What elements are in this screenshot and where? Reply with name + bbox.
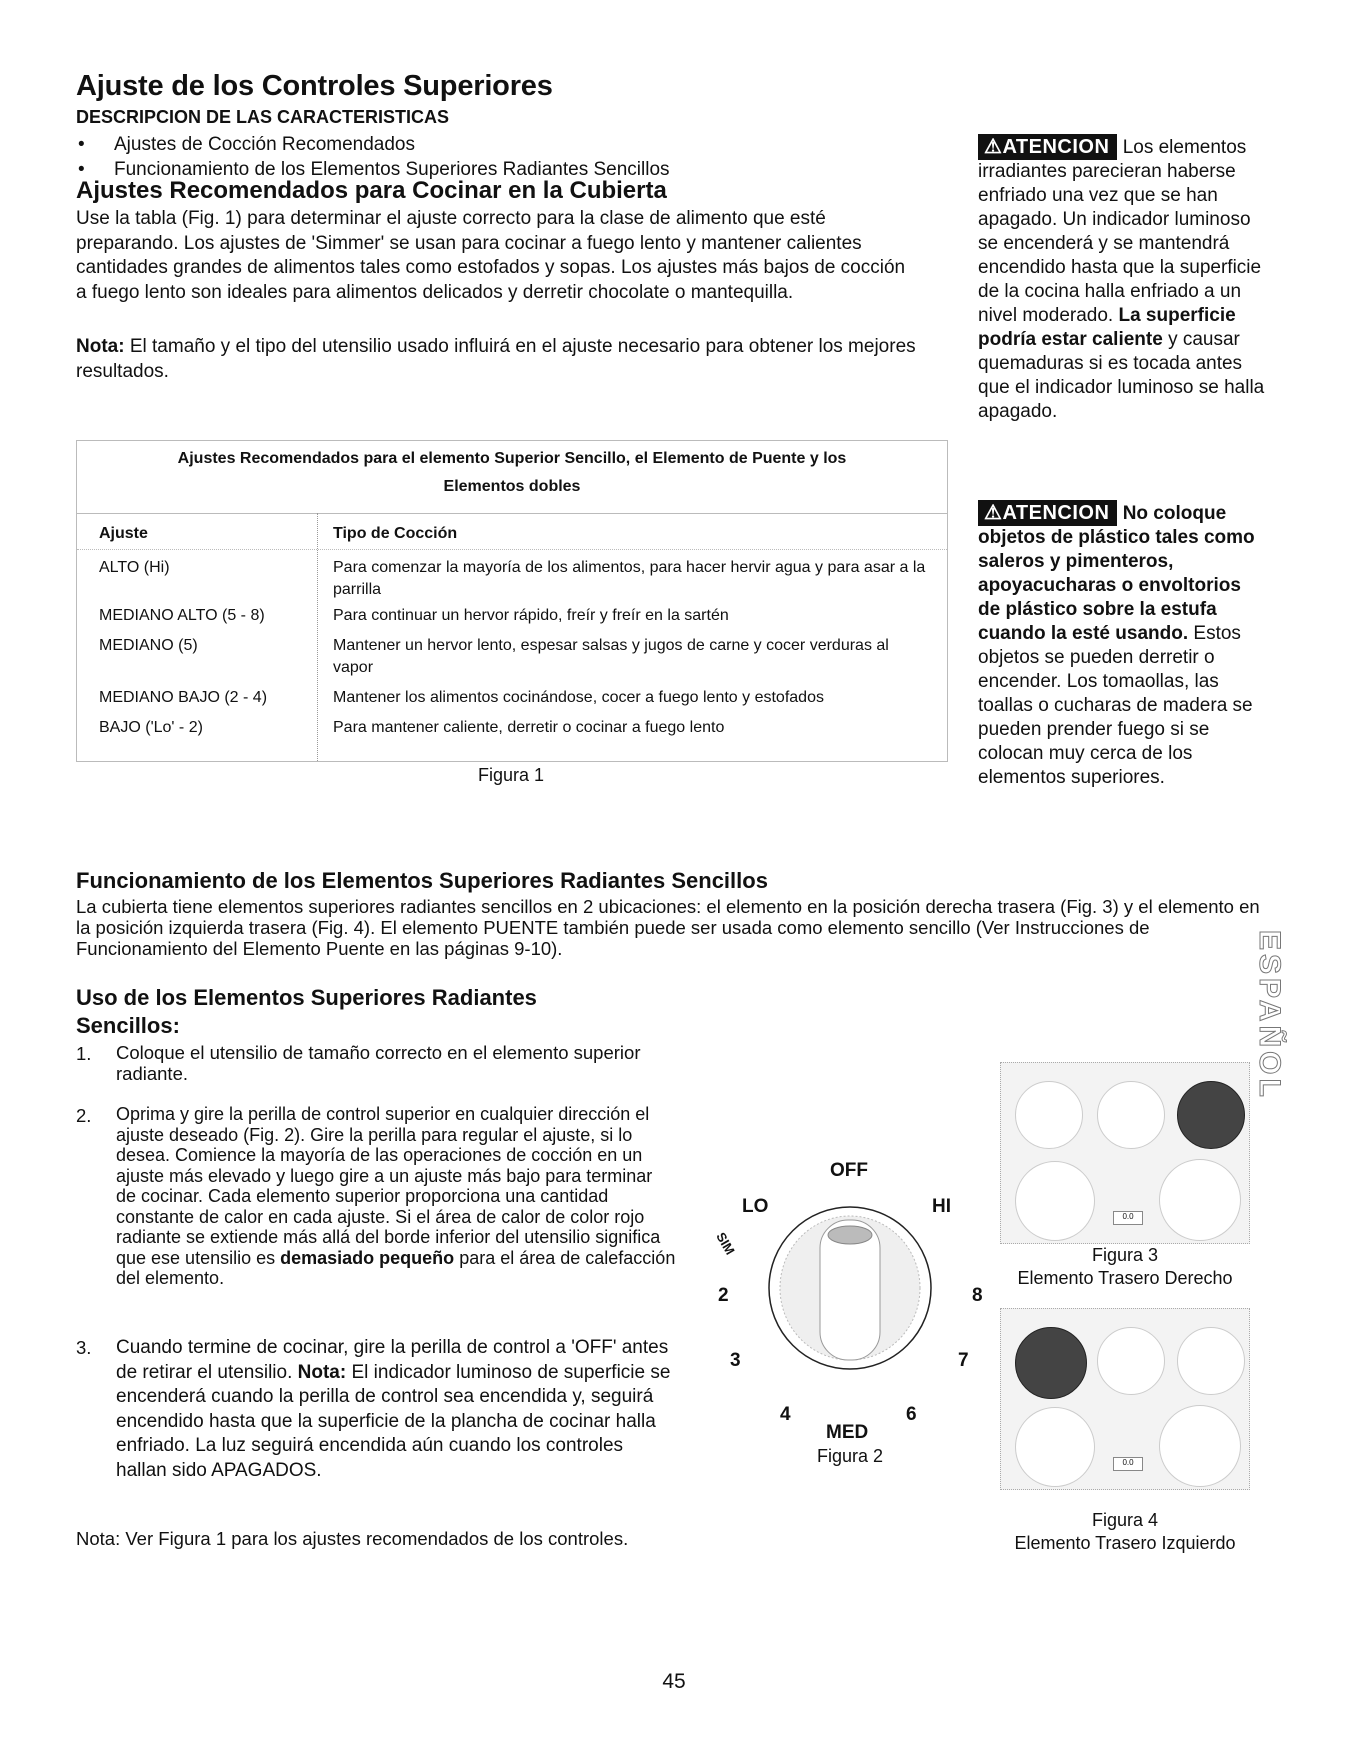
table-cell-setting: MEDIANO (5) (99, 637, 198, 654)
knob-sim-label: SIM (713, 1229, 738, 1258)
figure-2-knob (700, 1150, 990, 1480)
figure-4-cooktop (1000, 1308, 1250, 1490)
table-divider (77, 513, 947, 514)
operation-heading: Funcionamiento de los Elementos Superiores Radiantes Sencillos (76, 868, 768, 893)
warning-triangle-icon: ⚠ (984, 136, 1003, 158)
step-1-number: 1. (76, 1043, 92, 1064)
warning-tail: y causar quemaduras si es tocada antes que el indicador luminoso se halla apagado. (978, 329, 1265, 422)
warning-tail: Estos objetos se pueden derretir o encender. Los tomaollas, las toallas o cucharas de madera se pueden prender fuego si se colocan muy cerca de los elementos superiores. (978, 623, 1253, 788)
step-2-bold: demasiado pequeño (280, 1247, 455, 1268)
burner-icon (1177, 1327, 1245, 1395)
table-header-setting: Ajuste (99, 525, 148, 542)
recommended-paragraph: Use la tabla (Fig. 1) para determinar el ajuste correcto para la clase de alimento que esté preparando. Los ajustes de 'Simmer' se usan para cocinar a fuego lento y mantener calientes cantidades grandes de alimentos tales como estofados y sopas. Los ajustes más bajos de cocción a fuego lento son ideales para alimentos delicados y derretir chocolate o mantequilla. (76, 208, 906, 303)
indicator-icon: 0.0 (1113, 1211, 1143, 1225)
usage-note: Nota: Ver Figura 1 para los ajustes recomendados de los controles. (76, 1528, 629, 1549)
knob-mark-8: 8 (972, 1285, 983, 1306)
warning-badge: ⚠ATENCION (978, 500, 1117, 526)
table-cell-setting: BAJO ('Lo' - 2) (99, 719, 203, 736)
table-cell-type: Para mantener caliente, derretir o cocinar a fuego lento (333, 719, 725, 736)
active-burner-icon (1177, 1081, 1245, 1149)
step-3-number: 3. (76, 1337, 92, 1358)
figure-4-caption: Figura 4 (1091, 1510, 1159, 1530)
warning-badge: ⚠ATENCION (978, 134, 1117, 160)
knob-mark-3: 3 (730, 1350, 741, 1371)
warning-text: elementos irradiantes parecieran haberse enfriado una vez que se han apagado. Un indicador luminoso se encenderá y se mantendrá encendido hasta que la superficie de la cocina halla enfriado a un nivel moderado. (978, 137, 1262, 326)
table-title: Ajustes Recomendados para el elemento Superior Sencillo, el Elemento de Puente y los Elementos dobles (177, 450, 847, 495)
settings-table (76, 440, 948, 762)
knob-hi-label: HI (932, 1196, 951, 1217)
table-cell-type: Para comenzar la mayoría de los alimentos, para hacer hervir agua y para asar a la parrilla (333, 559, 926, 598)
feature-item: • Ajustes de Cocción Recomendados (76, 132, 670, 157)
usage-heading-line1: Uso de los Elementos Superiores Radiantes (76, 985, 537, 1010)
table-cell-setting: MEDIANO ALTO (5 - 8) (99, 607, 265, 624)
figure-1-caption: Figura 1 (477, 765, 545, 785)
warning-bold: La superficie podría estar caliente (978, 305, 1236, 350)
recommended-heading: Ajustes Recomendados para Cocinar en la Cubierta (76, 177, 667, 204)
active-burner-icon (1015, 1327, 1087, 1399)
table-cell-setting: MEDIANO BAJO (2 - 4) (99, 689, 268, 706)
knob-mark-6: 6 (906, 1404, 917, 1425)
warning-lead: Los (1122, 137, 1154, 158)
warning-bold: objetos de plástico tales como saleros y pimenteros, apoyacucharas o envoltorios de plástico sobre la estufa cuando la esté usando. (978, 527, 1255, 644)
knob-off-label: OFF (830, 1160, 868, 1181)
burner-icon (1097, 1081, 1165, 1149)
table-cell-setting: ALTO (Hi) (99, 559, 170, 576)
knob-mark-7: 7 (958, 1350, 969, 1371)
step-1-text: Coloque el utensilio de tamaño correcto en el elemento superior radiante. (116, 1042, 641, 1084)
figure-4-subcaption: Elemento Trasero Izquierdo (1014, 1533, 1236, 1553)
burner-icon (1015, 1407, 1095, 1487)
table-header-type: Tipo de Cocción (333, 525, 458, 542)
figure-3-caption: Figura 3 (1091, 1245, 1159, 1265)
burner-icon (1097, 1327, 1165, 1395)
note-label: Nota: (76, 336, 125, 357)
warning-triangle-icon: ⚠ (984, 502, 1003, 524)
page-title: Ajuste de los Controles Superiores (76, 70, 553, 102)
figure-3-cooktop (1000, 1062, 1250, 1244)
figure-3-subcaption: Elemento Trasero Derecho (1017, 1268, 1233, 1288)
usage-heading (76, 984, 537, 1040)
section-subtitle: DESCRIPCION DE LAS CARACTERISTICAS (76, 107, 450, 127)
knob-mark-4: 4 (780, 1404, 791, 1425)
warning-hot-surface (978, 134, 1268, 424)
table-cell-type: Mantener un hervor lento, espesar salsas y jugos de carne y cocer verduras al vapor (333, 637, 889, 676)
table-cell-type: Para continuar un hervor rápido, freír y freír en la sartén (333, 607, 729, 624)
figure-2-caption: Figura 2 (816, 1446, 884, 1466)
indicator-icon: 0.0 (1113, 1457, 1143, 1471)
burner-icon (1159, 1159, 1241, 1241)
feature-item: • Funcionamiento de los Elementos Superiores Radiantes Sencillos (76, 157, 670, 182)
step-2-text: Oprima y gire la perilla de control superior en cualquier dirección el ajuste deseado (Fig. 2). Gire la perilla para regular el ajuste, si lo desea. Comience la mayoría de las operaciones de cocción en un ajuste más elevado y luego gire a un ajuste más bajo para terminar de cocinar. Cada elemento superior proporciona una cantidad constante de calor en cada ajuste. Si el área de calor de color rojo radiante se extiende más allá del borde inferior del utensilio significa que ese utensilio es demasiado pequeño para el área de calefacción del elemento. (116, 1104, 676, 1288)
knob-mark-2: 2 (718, 1285, 729, 1306)
table-column-divider (317, 513, 318, 761)
warning-plastic (978, 500, 1268, 790)
note-text: El tamaño y el tipo del utensilio usado influirá en el ajuste necesario para obtener los mejores resultados. (76, 336, 916, 382)
step-3-text: Cuando termine de cocinar, gire la perilla de control a 'OFF' antes de retirar el utensilio. Nota: El indicador luminoso de superficie se encenderá cuando la perilla de control sea encendida y, seguirá encendido hasta que la superficie de la plancha de cocinar halla enfriado. La luz seguirá encendida aún cuando los controles hallan sido APAGADOS. (116, 1337, 671, 1481)
step-3-bold: Nota: (297, 1361, 347, 1383)
burner-icon (1159, 1405, 1241, 1487)
table-cell-type: Mantener los alimentos cocinándose, cocer a fuego lento y estofados (333, 689, 824, 706)
feature-list (76, 132, 670, 182)
burner-icon (1015, 1161, 1095, 1241)
usage-heading-line2: Sencillos: (76, 1013, 180, 1038)
knob-lo-label: LO (742, 1196, 769, 1217)
operation-paragraph: La cubierta tiene elementos superiores radiantes sencillos en 2 ubicaciones: el elemento en la posición derecha trasera (Fig. 3) y el elemento en la posición izquierda trasera (Fig. 4). El elemento PUENTE también puede ser usada como elemento sencillo (Ver Instrucciones de Funcionamiento del Elemento Puente en las páginas 9-10). (76, 896, 1260, 959)
page-number: 45 (662, 1670, 686, 1693)
step-2-number: 2. (76, 1105, 92, 1126)
knob-med-label: MED (826, 1422, 869, 1443)
recommended-note (76, 335, 916, 384)
warning-lead: No coloque (1122, 503, 1227, 524)
language-tab: ESPAÑOL (1253, 930, 1286, 1101)
table-header-divider (77, 549, 947, 550)
burner-icon (1015, 1081, 1083, 1149)
